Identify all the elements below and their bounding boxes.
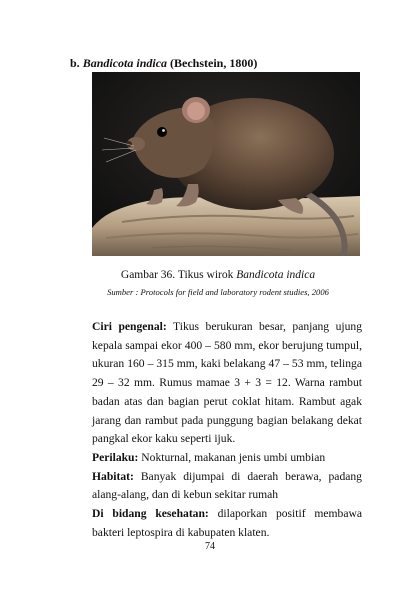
caption-prefix: Gambar 36. Tikus wirok: [120, 269, 237, 281]
section-label: Ciri pengenal:: [92, 320, 167, 333]
rat-photo: [92, 72, 360, 256]
figure-source: Sumber : Protocols for field and laboratory rodent studies, 2006: [107, 287, 329, 297]
section-label: Di bidang kesehatan:: [92, 507, 209, 521]
heading-author: (Bechstein, 1800): [170, 56, 258, 70]
section-identification: [92, 318, 362, 449]
rat-photo-icon: [92, 72, 360, 256]
figure-caption: [40, 269, 396, 281]
section-text: Banyak dijumpai di daerah berawa, padang alang-alang, dan di kebun sekitar rumah: [92, 469, 362, 502]
heading-prefix: b.: [70, 56, 80, 70]
caption-species: Bandicota indica: [236, 269, 316, 281]
page-number: 74: [205, 541, 215, 552]
section-text: dilaporkan positif membawa bakteri leptospira di kabupaten klaten.: [92, 507, 362, 539]
section-label: Perilaku:: [92, 450, 139, 464]
section-text: Nokturnal, makanan jenis umbi umbian: [141, 450, 326, 464]
section-text: Tikus berukuran besar, panjang ujung kepala sampai ekor 400 – 580 mm, ekor berujung tumpul, ukuran 160 – 315 mm, kaki belakang 47 – 53 mm, telinga 29 – 32 mm. Rumus mamae 3 + 3 = 12. Warna rambut badan atas dan bagian perut coklat hitam. Rambut agak jarang dan rambut pada punggung bagian belakang dekat pangkal ekor kaku seperti ijuk.: [92, 320, 362, 446]
section-health: [92, 505, 362, 542]
section-behavior: [92, 449, 362, 468]
section-label: Habitat:: [92, 469, 134, 483]
species-heading: [70, 56, 257, 71]
description-body: [92, 318, 362, 542]
section-habitat: [92, 468, 362, 505]
heading-species: Bandicota indica: [82, 56, 168, 70]
